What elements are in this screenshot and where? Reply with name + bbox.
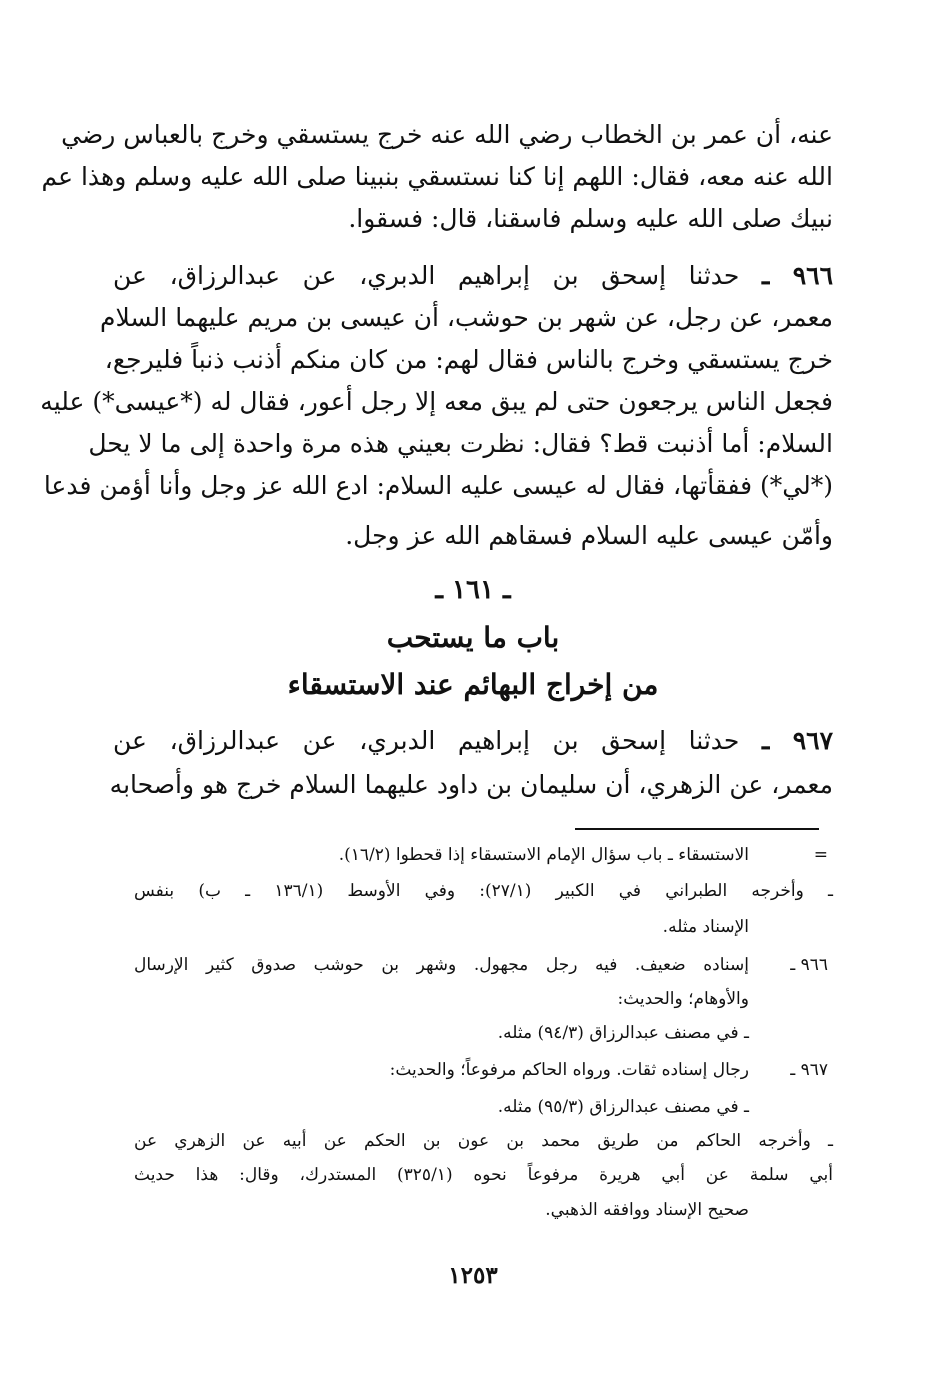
hadith-967-first-line [113,720,833,762]
text-line: خرج يستسقي وخرج بالناس فقال لهم: من كان منكم أذنب ذنباً فليرجع، [104,345,833,374]
footnote-line: صحيح الإسناد ووافقه الذهبي. [545,1200,749,1220]
hadith-number: ٩٦٧ ـ [762,726,834,755]
footnote-line: ـ وأخرجه الحاكم من طريق محمد بن عون بن الحكم عن أبيه عن الزهري عن [134,1131,833,1151]
text-line: وأمّن عيسى عليه السلام فسقاهم الله عز وجل. [345,521,833,550]
footnote-line: الإسناد مثله. [662,917,749,937]
text-line: فجعل الناس يرجعون حتى لم يبق معه إلا رجل أعور، فقال له (*عيسى*) عليه [40,387,833,416]
footnote-line: ـ وأخرجه الطبراني في الكبير (٢٧/١): وفي الأوسط (١٣٦/١ ـ ب) بنفس [134,881,834,901]
text-line: الله عنه معه، فقال: اللهم إنا كنا نستسقي بنبينا صلى الله عليه وسلم وهذا عم [41,162,833,191]
hadith-text: حدثنا إسحق بن إبراهيم الدبري، عن عبدالرزاق، عن [113,261,740,290]
footnote-label: ٩٦٦ ـ [790,955,828,975]
footnote-line: رجال إسناده ثقات. ورواه الحاكم مرفوعاً؛ والحديث: [389,1060,749,1080]
chapter-subtitle: من إخراج البهائم عند الاستسقاء [287,668,659,701]
text-line: عنه، أن عمر بن الخطاب رضي الله عنه خرج يستسقي وخرج بالعباس رضي [61,120,833,149]
hadith-number: ٩٦٦ ـ [762,261,834,290]
hadith-text: حدثنا إسحق بن إبراهيم الدبري، عن عبدالرزاق، عن [113,726,740,755]
hadith-966-first-line [113,255,833,297]
footnote-line: الاستسقاء ـ باب سؤال الإمام الاستسقاء إذا قحطوا (١٦/٢). [338,845,749,865]
chapter-title: باب ما يستحب [386,621,560,654]
footnote-line: والأوهام؛ والحديث: [617,989,749,1009]
footnote-line: إسناده ضعيف. فيه رجل مجهول. وشهر بن حوشب صدوق كثير الإرسال [134,955,749,975]
text-line: السلام: أما أذنبت قط؟ فقال: نظرت بعيني هذه مرة واحدة إلى ما لا يحل [88,429,833,458]
footnote-line: ـ في مصنف عبدالرزاق (٩٤/٣) مثله. [497,1023,749,1043]
footnote-label: ٩٦٧ ـ [790,1060,828,1080]
text-line: معمر، عن رجل، عن شهر بن حوشب، أن عيسى بن مريم عليهما السلام [99,303,833,332]
continuation-mark: = [813,845,828,865]
text-line: نبيك صلى الله عليه وسلم فاسقنا، قال: فسقوا. [348,204,833,233]
chapter-number: ـ ١٦١ ـ [435,575,511,605]
footnote-line: أبي سلمة عن أبي هريرة مرفوعاً نحوه (٣٢٥/١) المستدرك، وقال: هذا حديث [134,1165,833,1185]
footnote-separator [575,828,819,830]
text-line: (*لي*) ففقأتها، فقال له عيسى عليه السلام: ادع الله عز وجل وأنا أؤمن فدعا [43,471,833,500]
footnote-line: ـ في مصنف عبدالرزاق (٩٥/٣) مثله. [497,1097,749,1117]
text-line: معمر، عن الزهري، أن سليمان بن داود عليهما السلام خرج هو وأصحابه [109,770,833,799]
page-number: ١٢٥٣ [448,1262,498,1289]
